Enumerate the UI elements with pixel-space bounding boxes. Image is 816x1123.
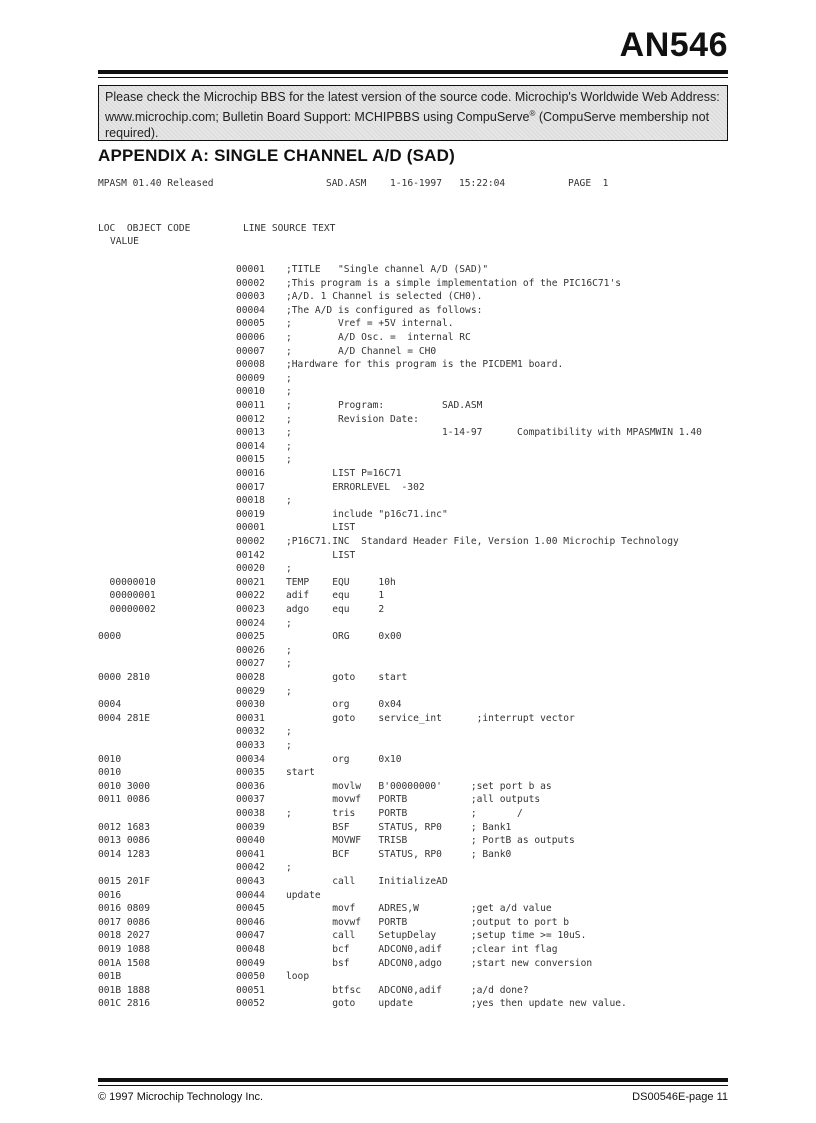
line-source: ; xyxy=(286,563,292,575)
listing-header-line xyxy=(98,178,609,190)
line-source: ; xyxy=(286,658,292,670)
line-source: ; xyxy=(286,440,292,452)
line-number: 00036 xyxy=(236,780,265,792)
line-number: 00019 xyxy=(236,508,265,520)
line-address: 0019 1088 xyxy=(98,944,150,955)
line-number: 00016 xyxy=(236,468,265,479)
source-file-name: SAD.ASM xyxy=(326,178,367,189)
line-source: btfsc ADCON0,adif ;a/d done? xyxy=(286,984,529,996)
line-source: start xyxy=(286,767,315,779)
line-source: ; xyxy=(286,454,292,466)
line-source: ; xyxy=(286,685,292,697)
line-source: ; xyxy=(286,386,292,398)
line-source: org 0x10 xyxy=(286,753,402,765)
registered-mark: ® xyxy=(529,108,536,118)
notice-text-end: (CompuServe membership not required). xyxy=(105,109,710,141)
footer-rule xyxy=(98,1078,728,1082)
assembler-version: MPASM 01.40 Released xyxy=(98,178,214,189)
line-source: BCF STATUS, RP0 ; Bank0 xyxy=(286,848,512,860)
line-number: 00003 xyxy=(236,291,265,303)
line-address: 0010 xyxy=(98,767,122,779)
column-header-value-line xyxy=(98,236,139,248)
line-address: 0012 1683 xyxy=(98,821,150,833)
line-number: 00001 xyxy=(236,522,265,534)
line-source: ;This program is a simple implementation of the PIC16C71's xyxy=(286,277,622,289)
footer-rule-thin xyxy=(98,1085,728,1086)
line-source: ;P16C71.INC Standard Header File, Version 1.00 Microchip Technology xyxy=(286,536,679,547)
line-number: 00025 xyxy=(236,631,265,643)
line-address: 001B xyxy=(98,971,122,983)
line-address: 0015 201F xyxy=(98,876,150,887)
line-source: LIST P=16C71 xyxy=(286,468,402,479)
line-source: ; Program: SAD.ASM xyxy=(286,400,483,411)
line-number: 00031 xyxy=(236,712,265,724)
line-number: 00015 xyxy=(236,454,265,466)
line-number: 00041 xyxy=(236,848,265,860)
line-number: 00024 xyxy=(236,617,265,629)
line-source: LIST xyxy=(286,549,356,561)
line-address: 0018 2027 xyxy=(98,930,150,942)
line-number: 00035 xyxy=(236,767,265,779)
line-source: ; A/D Channel = CH0 xyxy=(286,345,437,357)
line-number: 00044 xyxy=(236,889,265,901)
line-number: 00004 xyxy=(236,304,265,316)
line-source: ;The A/D is configured as follows: xyxy=(286,304,483,316)
listing-date: 1-16-1997 xyxy=(390,178,442,189)
line-number: 00009 xyxy=(236,372,265,384)
assembly-listing xyxy=(98,0,738,1123)
line-address: 0010 3000 xyxy=(98,780,150,792)
line-source: movf ADRES,W ;get a/d value xyxy=(286,903,552,915)
line-number: 00027 xyxy=(236,658,265,670)
line-source: bsf ADCON0,adgo ;start new conversion xyxy=(286,957,593,969)
line-address: 0013 0086 xyxy=(98,835,150,847)
line-number: 00002 xyxy=(236,536,265,547)
line-address: 0004 xyxy=(98,699,122,711)
line-number: 00002 xyxy=(236,277,265,289)
line-number: 00051 xyxy=(236,984,265,996)
line-number: 00011 xyxy=(236,400,265,411)
line-number: 00034 xyxy=(236,753,265,765)
line-number: 00045 xyxy=(236,903,265,915)
line-number: 00050 xyxy=(236,971,265,983)
line-source: ; xyxy=(286,740,292,751)
column-header-value: VALUE xyxy=(110,236,139,247)
line-address: 0016 xyxy=(98,889,122,901)
line-number: 00017 xyxy=(236,481,265,493)
line-number: 00013 xyxy=(236,427,265,439)
line-address: 0011 0086 xyxy=(98,794,150,806)
line-source: ; A/D Osc. = internal RC xyxy=(286,332,471,343)
line-number: 00046 xyxy=(236,916,265,928)
line-source: ;TITLE "Single channel A/D (SAD)" xyxy=(286,264,489,275)
line-address: 00000002 xyxy=(98,604,156,615)
line-source: ; xyxy=(286,617,292,629)
line-number: 00007 xyxy=(236,345,265,357)
line-number: 00005 xyxy=(236,318,265,330)
line-number: 00008 xyxy=(236,359,265,371)
line-address: 001A 1508 xyxy=(98,957,150,969)
line-number: 00028 xyxy=(236,672,265,683)
line-source: ; 1-14-97 Compatibility with MPASMWIN 1.40 xyxy=(286,427,702,439)
line-source: call SetupDelay ;setup time >= 10uS. xyxy=(286,930,587,942)
line-number: 00048 xyxy=(236,944,265,955)
column-header-line xyxy=(98,223,336,235)
line-source: goto service_int ;interrupt vector xyxy=(286,712,575,724)
line-source: call InitializeAD xyxy=(286,876,448,887)
line-number: 00033 xyxy=(236,740,265,751)
line-source: adif equ 1 xyxy=(286,590,385,602)
line-source: ; xyxy=(286,862,292,874)
line-source: goto start xyxy=(286,672,408,683)
line-number: 00023 xyxy=(236,604,265,615)
line-source: MOVWF TRISB ; PortB as outputs xyxy=(286,835,575,847)
line-source: loop xyxy=(286,971,310,983)
line-source: LIST xyxy=(286,522,356,534)
line-address: 0000 xyxy=(98,631,122,643)
line-source: ; xyxy=(286,644,292,656)
listing-page: PAGE 1 xyxy=(568,178,609,189)
line-source: movwf PORTB ;output to port b xyxy=(286,916,570,928)
line-source: bcf ADCON0,adif ;clear int flag xyxy=(286,944,558,955)
line-source: ORG 0x00 xyxy=(286,631,402,643)
listing-time: 15:22:04 xyxy=(459,178,506,189)
line-number: 00014 xyxy=(236,440,265,452)
line-source: update xyxy=(286,889,321,901)
document-id: AN546 xyxy=(619,26,728,64)
line-number: 00020 xyxy=(236,563,265,575)
line-source: TEMP EQU 10h xyxy=(286,576,396,588)
line-number: 00039 xyxy=(236,821,265,833)
line-number: 00010 xyxy=(236,386,265,398)
line-number: 00040 xyxy=(236,835,265,847)
line-number: 00022 xyxy=(236,590,265,602)
line-address: 00000010 xyxy=(98,576,156,588)
line-source: org 0x04 xyxy=(286,699,402,711)
line-address: 00000001 xyxy=(98,590,156,602)
line-number: 00006 xyxy=(236,332,265,343)
line-source: ; Revision Date: xyxy=(286,413,419,425)
line-number: 00042 xyxy=(236,862,265,874)
line-source: ;A/D. 1 Channel is selected (CH0). xyxy=(286,291,483,303)
line-address: 0000 2810 xyxy=(98,672,150,683)
line-address: 0010 xyxy=(98,753,122,765)
line-source: ; xyxy=(286,495,292,507)
line-number: 00001 xyxy=(236,264,265,275)
line-address: 0014 1283 xyxy=(98,848,150,860)
line-source: ;Hardware for this program is the PICDEM1 board. xyxy=(286,359,564,371)
line-source: ; Vref = +5V internal. xyxy=(286,318,454,330)
notice-text: Please check the Microchip BBS for the latest version of the source code. Microchip's Worldwide Web Address: www.microchip.com; Bulletin Board Support: MCHIPBBS using CompuServe xyxy=(105,90,720,124)
line-source: BSF STATUS, RP0 ; Bank1 xyxy=(286,821,512,833)
line-number: 00052 xyxy=(236,998,265,1010)
line-number: 00032 xyxy=(236,726,265,738)
line-address: 0004 281E xyxy=(98,712,150,724)
line-number: 00029 xyxy=(236,685,265,697)
line-address: 001B 1888 xyxy=(98,984,150,996)
line-number: 00142 xyxy=(236,549,265,561)
line-source: movlw B'00000000' ;set port b as xyxy=(286,780,552,792)
line-number: 00030 xyxy=(236,699,265,711)
line-source: ; xyxy=(286,372,292,384)
line-source: adgo equ 2 xyxy=(286,604,385,615)
line-number: 00018 xyxy=(236,495,265,507)
line-number: 00012 xyxy=(236,413,265,425)
line-number: 00043 xyxy=(236,876,265,887)
line-number: 00038 xyxy=(236,808,265,819)
line-number: 00026 xyxy=(236,644,265,656)
column-header-line-source: LINE SOURCE TEXT xyxy=(243,223,336,234)
line-number: 00049 xyxy=(236,957,265,969)
line-source: ; xyxy=(286,726,292,738)
line-source: ERRORLEVEL -302 xyxy=(286,481,425,493)
line-source: ; tris PORTB ; / xyxy=(286,808,523,819)
copyright: © 1997 Microchip Technology Inc. xyxy=(98,1091,264,1103)
line-number: 00047 xyxy=(236,930,265,942)
appendix-title: APPENDIX A: SINGLE CHANNEL A/D (SAD) xyxy=(98,146,455,165)
line-address: 0016 0809 xyxy=(98,903,150,915)
line-source: include "p16c71.inc" xyxy=(286,508,448,520)
line-address: 001C 2816 xyxy=(98,998,150,1010)
line-number: 00021 xyxy=(236,576,265,588)
page-reference: DS00546E-page 11 xyxy=(632,1091,728,1103)
line-address: 0017 0086 xyxy=(98,916,150,928)
line-source: movwf PORTB ;all outputs xyxy=(286,794,541,806)
line-source: goto update ;yes then update new value. xyxy=(286,998,627,1010)
line-number: 00037 xyxy=(236,794,265,806)
column-header-loc: LOC OBJECT CODE xyxy=(98,223,191,234)
